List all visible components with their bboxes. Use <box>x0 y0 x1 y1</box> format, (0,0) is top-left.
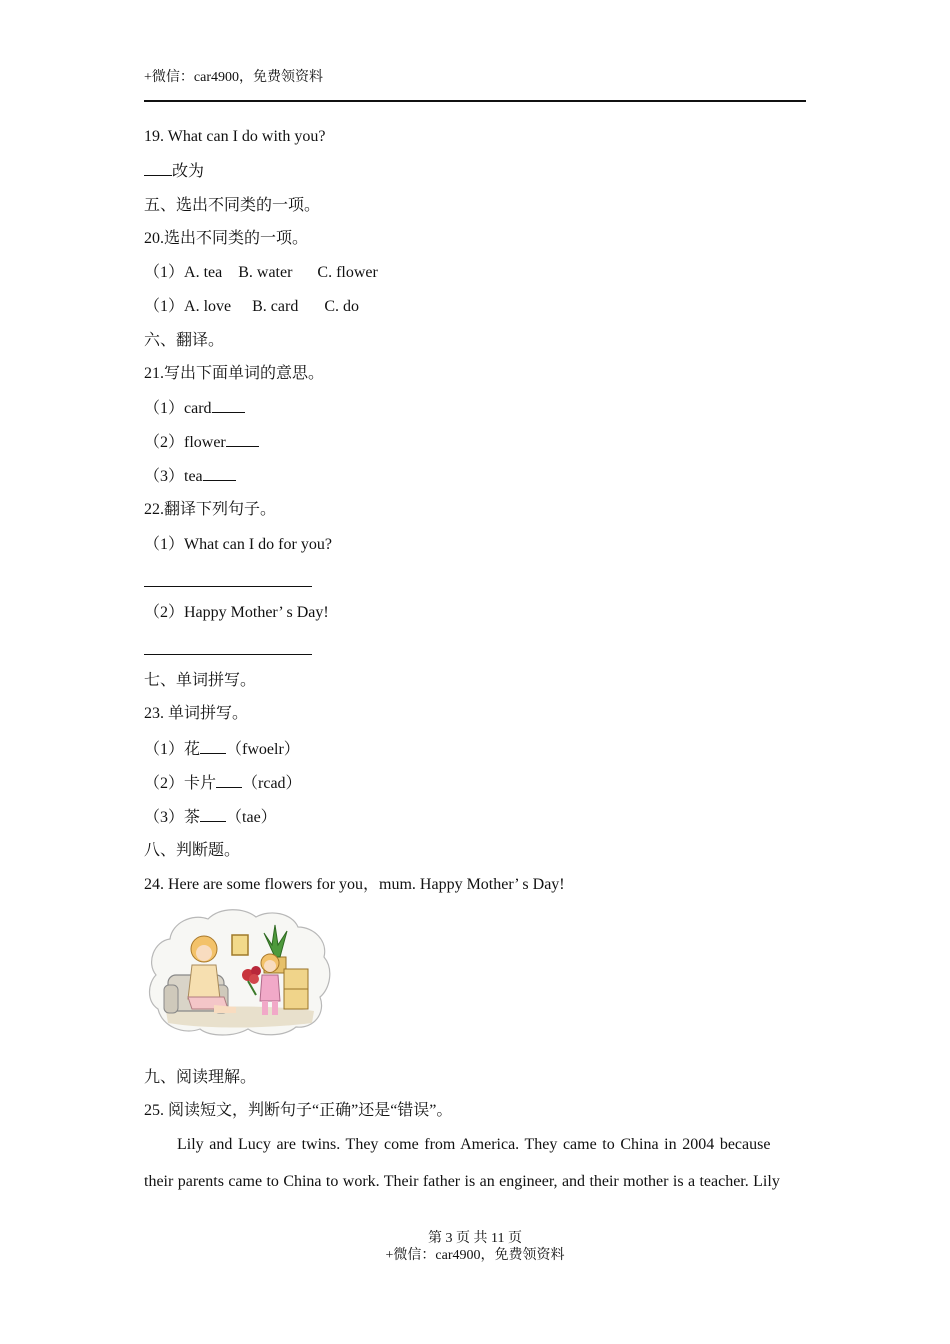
question-19-instruction: 改为 <box>144 161 204 182</box>
mothers-day-illustration <box>144 905 332 1037</box>
header-watermark: +微信：car4900，免费领资料 <box>144 70 323 85</box>
question-23: 23. 单词拼写。 <box>144 705 249 722</box>
question-21-item-2: （2）flower <box>144 432 259 453</box>
question-24: 24. Here are some flowers for you，mum. Happy Mother’ s Day! <box>144 876 565 893</box>
answer-blank[interactable] <box>226 432 259 447</box>
option-c: C. do <box>324 298 359 315</box>
answer-line[interactable] <box>144 586 312 587</box>
question-25: 25. 阅读短文，判断句子“正确”还是“错误”。 <box>144 1102 453 1119</box>
section-7-heading: 七、单词拼写。 <box>144 672 257 689</box>
question-23-item-2: （2）卡片 （rcad） <box>144 775 302 792</box>
section-5-heading: 五、选出不同类的一项。 <box>144 197 321 214</box>
question-22-item-2: （2）Happy Mother’ s Day! <box>144 604 329 621</box>
page-number: 第 3 页 共 11 页 <box>428 1231 522 1246</box>
footer-watermark: +微信：car4900，免费领资料 <box>385 1248 565 1263</box>
option-a: A. love <box>184 298 232 315</box>
question-19: 19. What can I do with you? <box>144 128 326 145</box>
answer-line[interactable] <box>144 654 312 655</box>
answer-blank[interactable] <box>200 739 226 754</box>
section-6-heading: 六、翻译。 <box>144 332 225 349</box>
question-20: 20.选出不同类的一项。 <box>144 230 309 247</box>
answer-blank[interactable] <box>144 161 172 176</box>
question-20-item-1: （1）A. tea B. water C. flower <box>144 264 378 281</box>
section-8-heading: 八、判断题。 <box>144 842 241 859</box>
answer-blank[interactable] <box>212 398 245 413</box>
option-b: B. card <box>252 298 299 315</box>
reading-passage-line-1: Lily and Lucy are twins. They come from America. They came to China in 2004 because <box>177 1136 771 1153</box>
answer-blank[interactable] <box>203 466 236 481</box>
question-20-item-2: （1）A. love B. card C. do <box>144 298 359 315</box>
question-23-item-1: （1）花 （fwoelr） <box>144 741 300 758</box>
question-23-item-3: （3）茶 （tae） <box>144 809 277 826</box>
question-21-item-1: （1）card <box>144 398 245 419</box>
question-21-item-3: （3）tea <box>144 466 236 487</box>
reading-passage-line-2: their parents came to China to work. Their father is an engineer, and their mother is a teacher. Lily <box>144 1173 780 1190</box>
answer-blank[interactable] <box>216 773 242 788</box>
option-b: B. water <box>238 264 293 281</box>
option-a: A. tea <box>184 264 223 281</box>
section-9-heading: 九、阅读理解。 <box>144 1069 257 1086</box>
question-22: 22.翻译下列句子。 <box>144 501 277 518</box>
answer-blank[interactable] <box>200 807 226 822</box>
question-21: 21.写出下面单词的意思。 <box>144 365 325 382</box>
header-rule <box>144 100 806 102</box>
question-22-item-1: （1）What can I do for you? <box>144 536 332 553</box>
option-c: C. flower <box>317 264 378 281</box>
